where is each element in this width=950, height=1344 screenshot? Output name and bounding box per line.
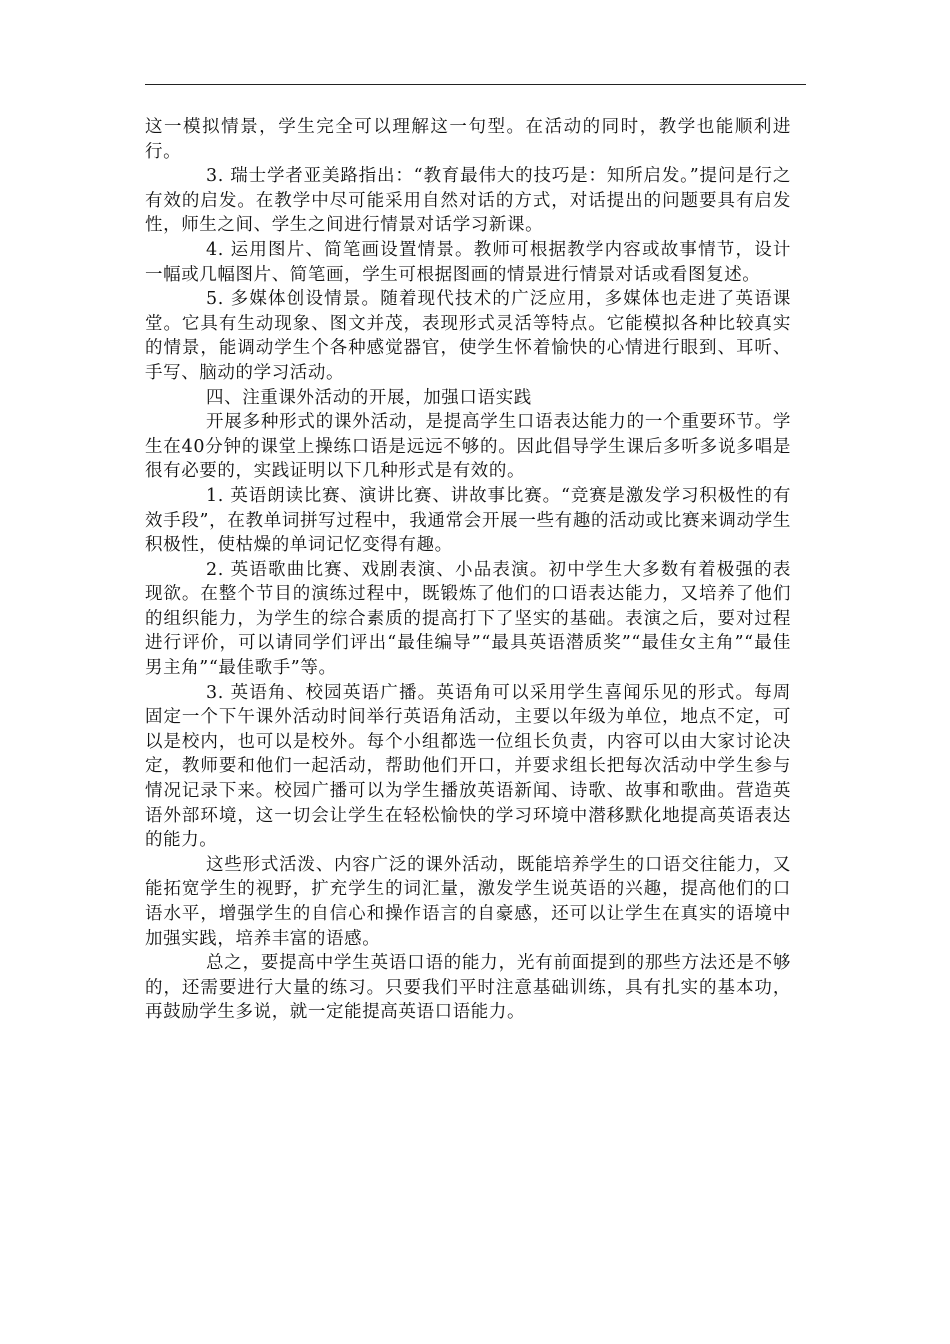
paragraph-conclusion: 总之，要提高中学生英语口语的能力，光有前面提到的那些方法还是不够的，还需要进行大量的练习。只要我们平时注意基础训练，具有扎实的基本功，再鼓励学生多说，就一定能提高英语口语能力。 — [145, 953, 791, 1023]
paragraph-item-2-performances: 2. 英语歌曲比赛、戏剧表演、小品表演。初中学生大多数有着极强的表现欲。在整个节目的演练过程中，既锻炼了他们的口语表达能力，又培养了他们的组织能力，为学生的综合素质的提高打下了坚实的基础。表演之后，要对过程进行评价，可以请同学们评出“最佳编导”“最具英语潜质奖”“最佳女主角”“最佳男主角”“最佳歌手”等。 — [145, 559, 791, 679]
paragraph-item-5-multimedia: 5. 多媒体创设情景。随着现代技术的广泛应用，多媒体也走进了英语课堂。它具有生动现象、图文并茂，表现形式灵活等特点。它能模拟各种比较真实的情景，能调动学生个各种感觉器官，使学生怀着愉快的心情进行眼到、耳听、手写、脑动的学习活动。 — [145, 289, 791, 383]
body-text — [145, 115, 791, 1025]
paragraph-item-1-contests: 1. 英语朗读比赛、演讲比赛、讲故事比赛。“竞赛是激发学习积极性的有效手段”，在教单词拼写过程中，我通常会开展一些有趣的活动或比赛来调动学生积极性，使枯燥的单词记忆变得有趣。 — [145, 485, 791, 556]
paragraph-item-3-english-corner: 3. 英语角、校园英语广播。英语角可以采用学生喜闻乐见的形式。每周固定一个下午课外活动时间举行英语角活动，主要以年级为单位，地点不定，可以是校内，也可以是校外。每个小组都选一位组长负责，内容可以由大家讨论决定，教师要和他们一起活动，帮助他们开口，并要求组长把每次活动中学生参与情况记录下来。校园广播可以为学生播放英语新闻、诗歌、故事和歌曲。营造英语外部环境，这一切会让学生在轻松愉快的学习环境中潜移默化地提高英语表达的能力。 — [145, 682, 791, 851]
section-heading-4: 四、注重课外活动的开展，加强口语实践 — [206, 387, 532, 408]
paragraph-continuation: 这一模拟情景，学生完全可以理解这一句型。在活动的同时，教学也能顺利进行。 — [145, 117, 791, 162]
paragraph-activities-intro: 开展多种形式的课外活动，是提高学生口语表达能力的一个重要环节。学生在40分钟的课堂上操练口语是远远不够的。因此倡导学生课后多听多说多唱是很有必要的，实践证明以下几种形式是有效的。 — [145, 412, 791, 482]
header-rule — [145, 84, 806, 85]
paragraph-item-3-questioning: 3. 瑞士学者亚美路指出：“教育最伟大的技巧是：知所启发。”提问是行之有效的启发。在教学中尽可能采用自然对话的方式，对话提出的问题要具有启发性，师生之间、学生之间进行情景对话学习新课。 — [145, 166, 791, 236]
paragraph-item-4-pictures: 4. 运用图片、简笔画设置情景。教师可根据教学内容或故事情节，设计一幅或几幅图片、简笔画，学生可根据图画的情景进行情景对话或看图复述。 — [145, 239, 791, 285]
paragraph-summary-activities: 这些形式活泼、内容广泛的课外活动，既能培养学生的口语交往能力，又能拓宽学生的视野，扩充学生的词汇量，激发学生说英语的兴趣，提高他们的口语水平，增强学生的自信心和操作语言的自豪感，还可以让学生在真实的语境中加强实践，培养丰富的语感。 — [145, 854, 791, 949]
